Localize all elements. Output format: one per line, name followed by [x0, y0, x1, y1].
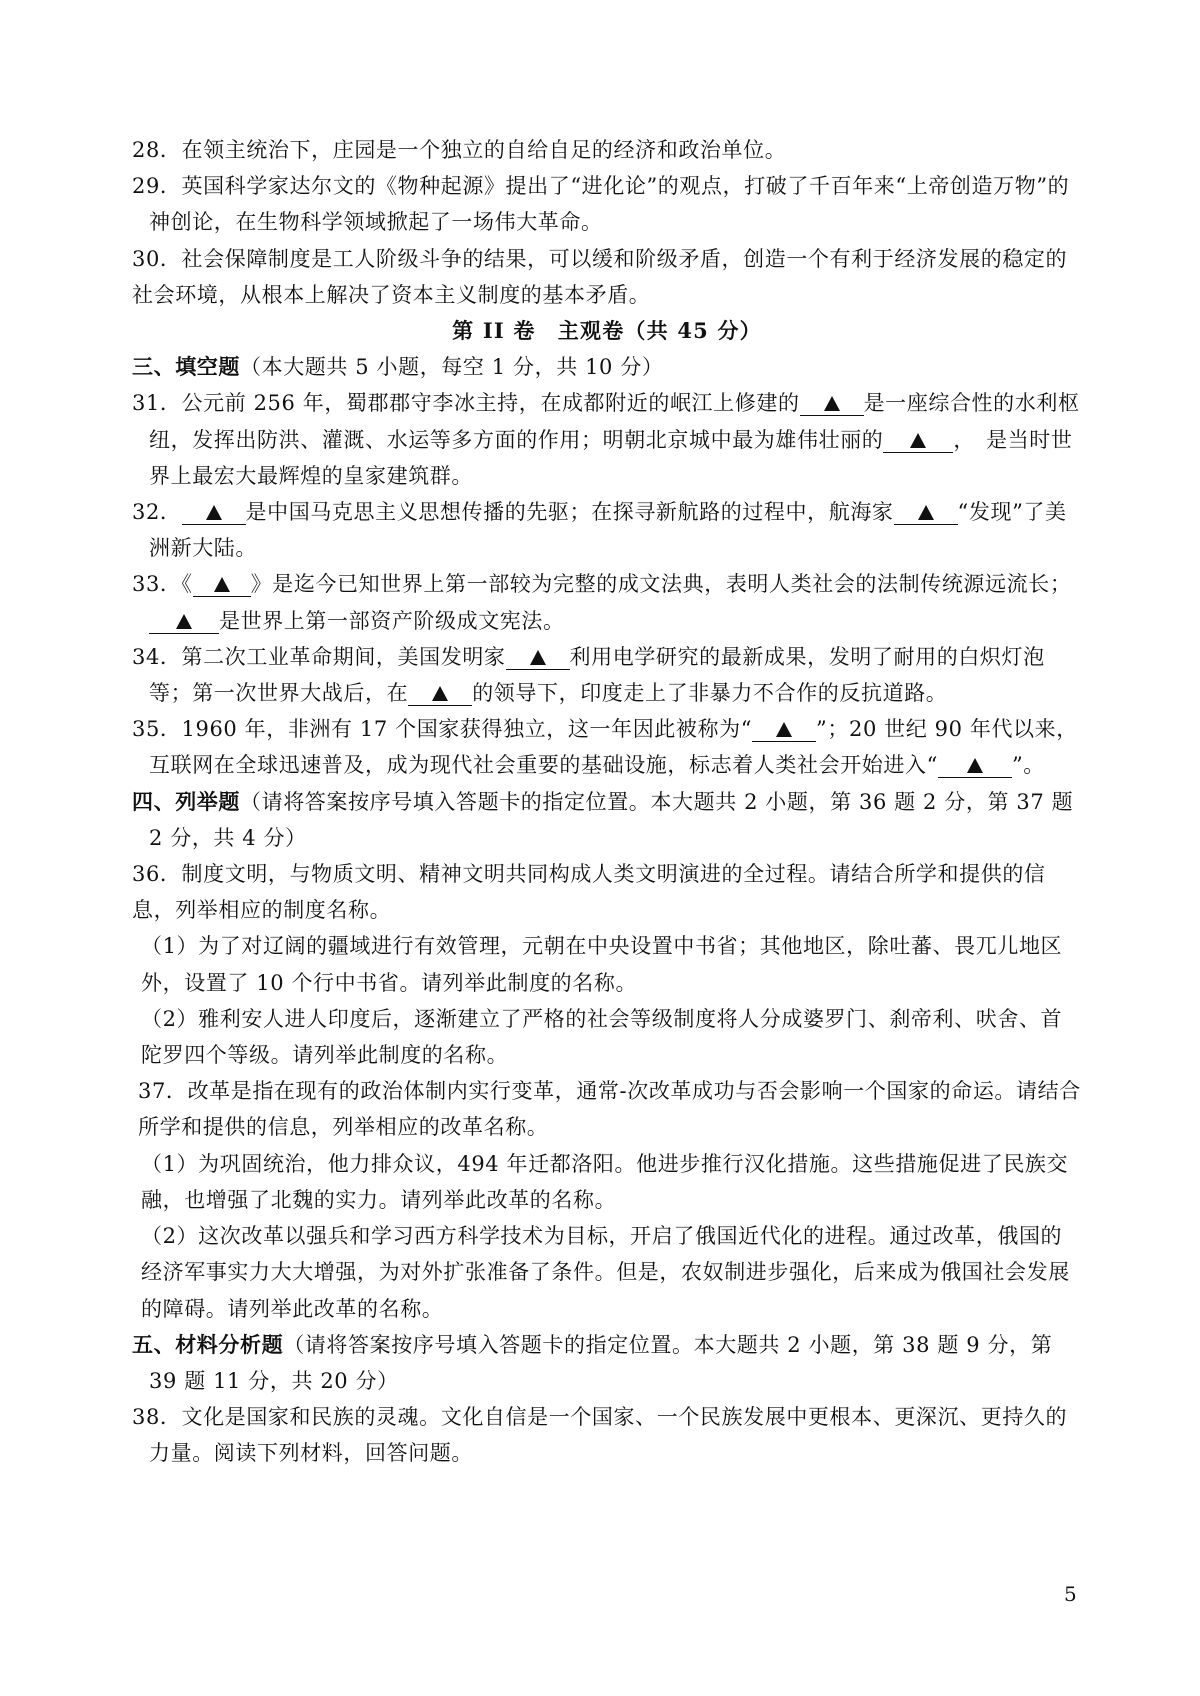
- section-4-title: 四、列举题: [132, 788, 240, 814]
- section-5-title: 五、材料分析题: [132, 1331, 284, 1357]
- question-37: 37．改革是指在现有的政治体制内实行变革，通常-次改革成功与否会影响一个国家的命运。请结合所学和提供的信息，列举相应的改革名称。: [138, 1079, 1081, 1140]
- answer-blank: [408, 681, 472, 706]
- question-36-sub-1: （1）为了对辽阔的疆域进行有效管理，元朝在中央设置中书省；其他地区，除吐蕃、畏兀儿地区外，设置了 10 个行中书省。请列举此制度的名称。: [141, 934, 1063, 995]
- question-31-part-b: 是一座综合性的水利枢纽，发挥出防洪、灌溉、水运等多方面的作用；明朝北京城中最为雄伟壮丽的: [149, 391, 1080, 452]
- question-32-part-a: 32．: [132, 500, 182, 525]
- answer-blank: [883, 428, 953, 453]
- question-31-part-a: 31．公元前 256 年，蜀郡郡守李冰主持，在成都附近的岷江上修建的: [132, 391, 800, 416]
- section-3-heading: [132, 349, 1082, 385]
- question-34: [132, 639, 1082, 711]
- answer-blank: [894, 500, 958, 525]
- question-33: [132, 566, 1082, 638]
- answer-blank: [938, 753, 1012, 778]
- blank-triangle-icon: [776, 722, 792, 737]
- blank-triangle-icon: [910, 433, 926, 448]
- question-32-part-c: “发现”了美洲新大陆。: [149, 500, 1067, 561]
- answer-blank: [182, 500, 246, 525]
- question-37-sub-1: （1）为巩固统治，他力排众议，494 年迁都洛阳。他进步推行汉化措施。这些措施促进了民族交融，也增强了北魏的实力。请列举此改革的名称。: [141, 1151, 1069, 1212]
- answer-blank: [752, 717, 816, 742]
- question-34-part-b: 利用电学研究的最新成果，发明了耐用的白炽灯泡等；第一次世界大战后，在: [149, 644, 1045, 706]
- question-28: 28．在领主统治下，庄园是一个独立的自给自足的经济和政治单位。: [132, 138, 787, 162]
- blank-triangle-icon: [206, 505, 222, 520]
- blank-triangle-icon: [432, 686, 448, 701]
- question-31-part-c: ， 是当时世界上最宏大最辉煌的皇家建筑群。: [149, 427, 1073, 488]
- question-34-part-a: 34．第二次工业革命期间，美国发明家: [132, 644, 506, 669]
- question-35-part-a: 35．1960 年，非洲有 17 个国家获得独立，这一年因此被称为“: [132, 717, 753, 742]
- section-4-heading: [132, 784, 1082, 856]
- question-35: [132, 711, 1082, 783]
- blank-triangle-icon: [967, 758, 983, 773]
- question-33-part-b: 》是迄今已知世界上第一部较为完整的成文法典，表明人类社会的法制传统源远流长；: [250, 572, 1072, 597]
- section-4-note: （请将答案按序号填入答题卡的指定位置。本大题共 2 小题，第 36 题 2 分，第 37 题 2 分，共 4 分）: [149, 789, 1074, 850]
- question-29: 29．英国科学家达尔文的《物种起源》提出了“进化论”的观点，打破了千百年来“上帝创造万物”的神创论，在生物科学领域掀起了一场伟大革命。: [132, 174, 1070, 235]
- blank-triangle-icon: [530, 650, 546, 665]
- answer-blank: [149, 609, 219, 634]
- blank-triangle-icon: [214, 577, 230, 592]
- page-content: [132, 132, 1082, 1472]
- section-5-heading: [132, 1327, 1082, 1399]
- question-33-part-c: 是世界上第一部资产阶级成文宪法。: [219, 608, 565, 633]
- question-37-sub-2: （2）这次改革以强兵和学习西方科学技术为目标，开启了俄国近代化的进程。通过改革，俄国的经济军事实力大大增强，为对外扩张准备了条件。但是，农奴制进步强化，后来成为俄国社会发展的障碍。请列举此改革的名称。: [141, 1224, 1070, 1321]
- answer-blank: [800, 391, 864, 416]
- question-30: 30．社会保障制度是工人阶级斗争的结果，可以缓和阶级矛盾，创造一个有利于经济发展的稳定的社会环境，从根本上解决了资本主义制度的基本矛盾。: [132, 246, 1068, 307]
- question-36: 36．制度文明，与物质文明、精神文明共同构成人类文明演进的全过程。请结合所学和提供的信息，列举相应的制度名称。: [132, 862, 1046, 923]
- answer-blank: [193, 572, 251, 597]
- page-number: 5: [1064, 1582, 1077, 1606]
- question-31: [132, 385, 1082, 494]
- section-5-note: （请将答案按序号填入答题卡的指定位置。本大题共 2 小题，第 38 题 9 分，第 39 题 11 分，共 20 分）: [149, 1332, 1053, 1393]
- blank-triangle-icon: [918, 505, 934, 520]
- question-34-part-c: 的领导下，印度走上了非暴力不合作的反抗道路。: [472, 681, 948, 706]
- blank-triangle-icon: [176, 614, 192, 629]
- section-3-title: 三、填空题: [132, 354, 240, 380]
- answer-blank: [506, 645, 570, 670]
- part-2-title: 第 II 卷 主观卷（共 45 分）: [452, 318, 762, 344]
- section-3-note: （本大题共 5 小题，每空 1 分，共 10 分）: [240, 355, 664, 380]
- question-32: [132, 494, 1082, 566]
- question-32-part-b: 是中国马克思主义思想传播的先驱；在探寻新航路的过程中，航海家: [245, 500, 894, 525]
- question-38: 38．文化是国家和民族的灵魂。文化自信是一个国家、一个民族发展中更根本、更深沉、更持久的力量。阅读下列材料，回答问题。: [132, 1405, 1068, 1466]
- blank-triangle-icon: [824, 396, 840, 411]
- question-33-part-a: 33．《: [132, 572, 193, 597]
- question-36-sub-2: （2）雅利安人进人印度后，逐渐建立了严格的社会等级制度将人分成婆罗门、刹帝利、吠舍、首陀罗四个等级。请列举此制度的名称。: [141, 1006, 1063, 1068]
- question-35-part-c: ”。: [1011, 753, 1045, 778]
- question-35-part-b: ”；20 世纪 90 年代以来，互联网在全球迅速普及，成为现代社会重要的基础设施，标志着人类社会开始进入“: [149, 717, 1078, 778]
